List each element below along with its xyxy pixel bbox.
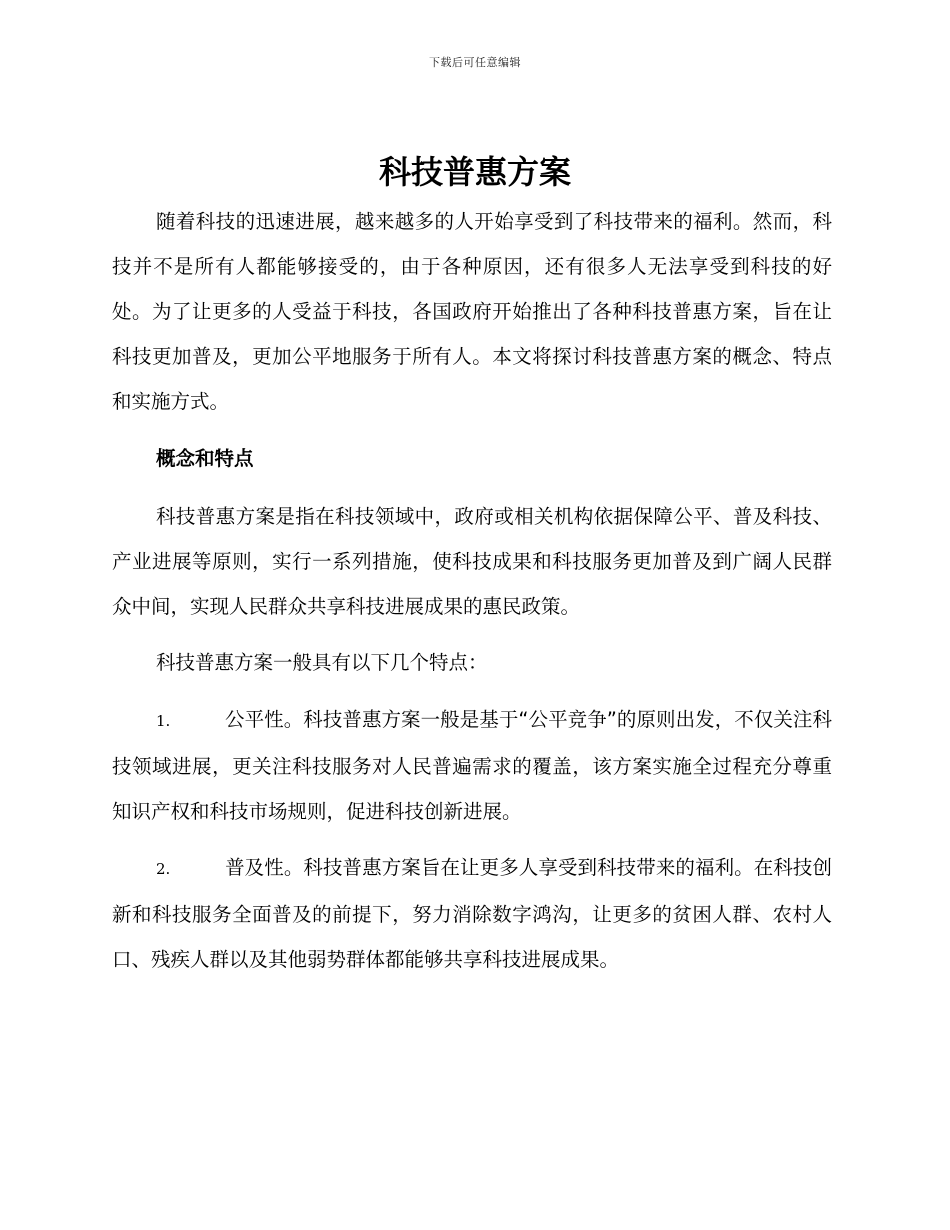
list-item	[112, 845, 832, 982]
list-item-number: 2.	[156, 860, 171, 878]
section-heading: 概念和特点	[156, 447, 254, 470]
document-title: 科技普惠方案	[378, 153, 571, 191]
list-item-number: 1.	[156, 712, 171, 730]
intro-paragraph: 随着科技的迅速进展，越来越多的人开始享受到了科技带来的福利。然而，科技并不是所有人都能够接受的，由于各种原因，还有很多人无法享受到科技的好处。为了让更多的人受益于科技，各国政府开始推出了各种科技普惠方案，旨在让科技更加普及，更加公平地服务于所有人。本文将探讨科技普惠方案的概念、特点和实施方式。	[112, 210, 832, 413]
list-item	[112, 697, 832, 834]
header-note: 下载后可任意编辑	[429, 56, 521, 69]
list-item-text: 公平性。科技普惠方案一般是基于“公平竞争”的原则出发，不仅关注科技领域进展，更关注科技服务对人民普遍需求的覆盖，该方案实施全过程充分尊重知识产权和科技市场规则，促进科技创新进展。	[112, 708, 832, 823]
list-item-text: 普及性。科技普惠方案旨在让更多人享受到科技带来的福利。在科技创新和科技服务全面普及的前提下，努力消除数字鸿沟，让更多的贫困人群、农村人口、残疾人群以及其他弱势群体都能够共享科技进展成果。	[112, 856, 832, 971]
definition-paragraph: 科技普惠方案是指在科技领域中，政府或相关机构依据保障公平、普及科技、产业进展等原则，实行一系列措施，使科技成果和科技服务更加普及到广阔人民群众中间，实现人民群众共享科技进展成果的惠民政策。	[112, 505, 832, 618]
features-intro-paragraph: 科技普惠方案一般具有以下几个特点：	[156, 651, 488, 674]
